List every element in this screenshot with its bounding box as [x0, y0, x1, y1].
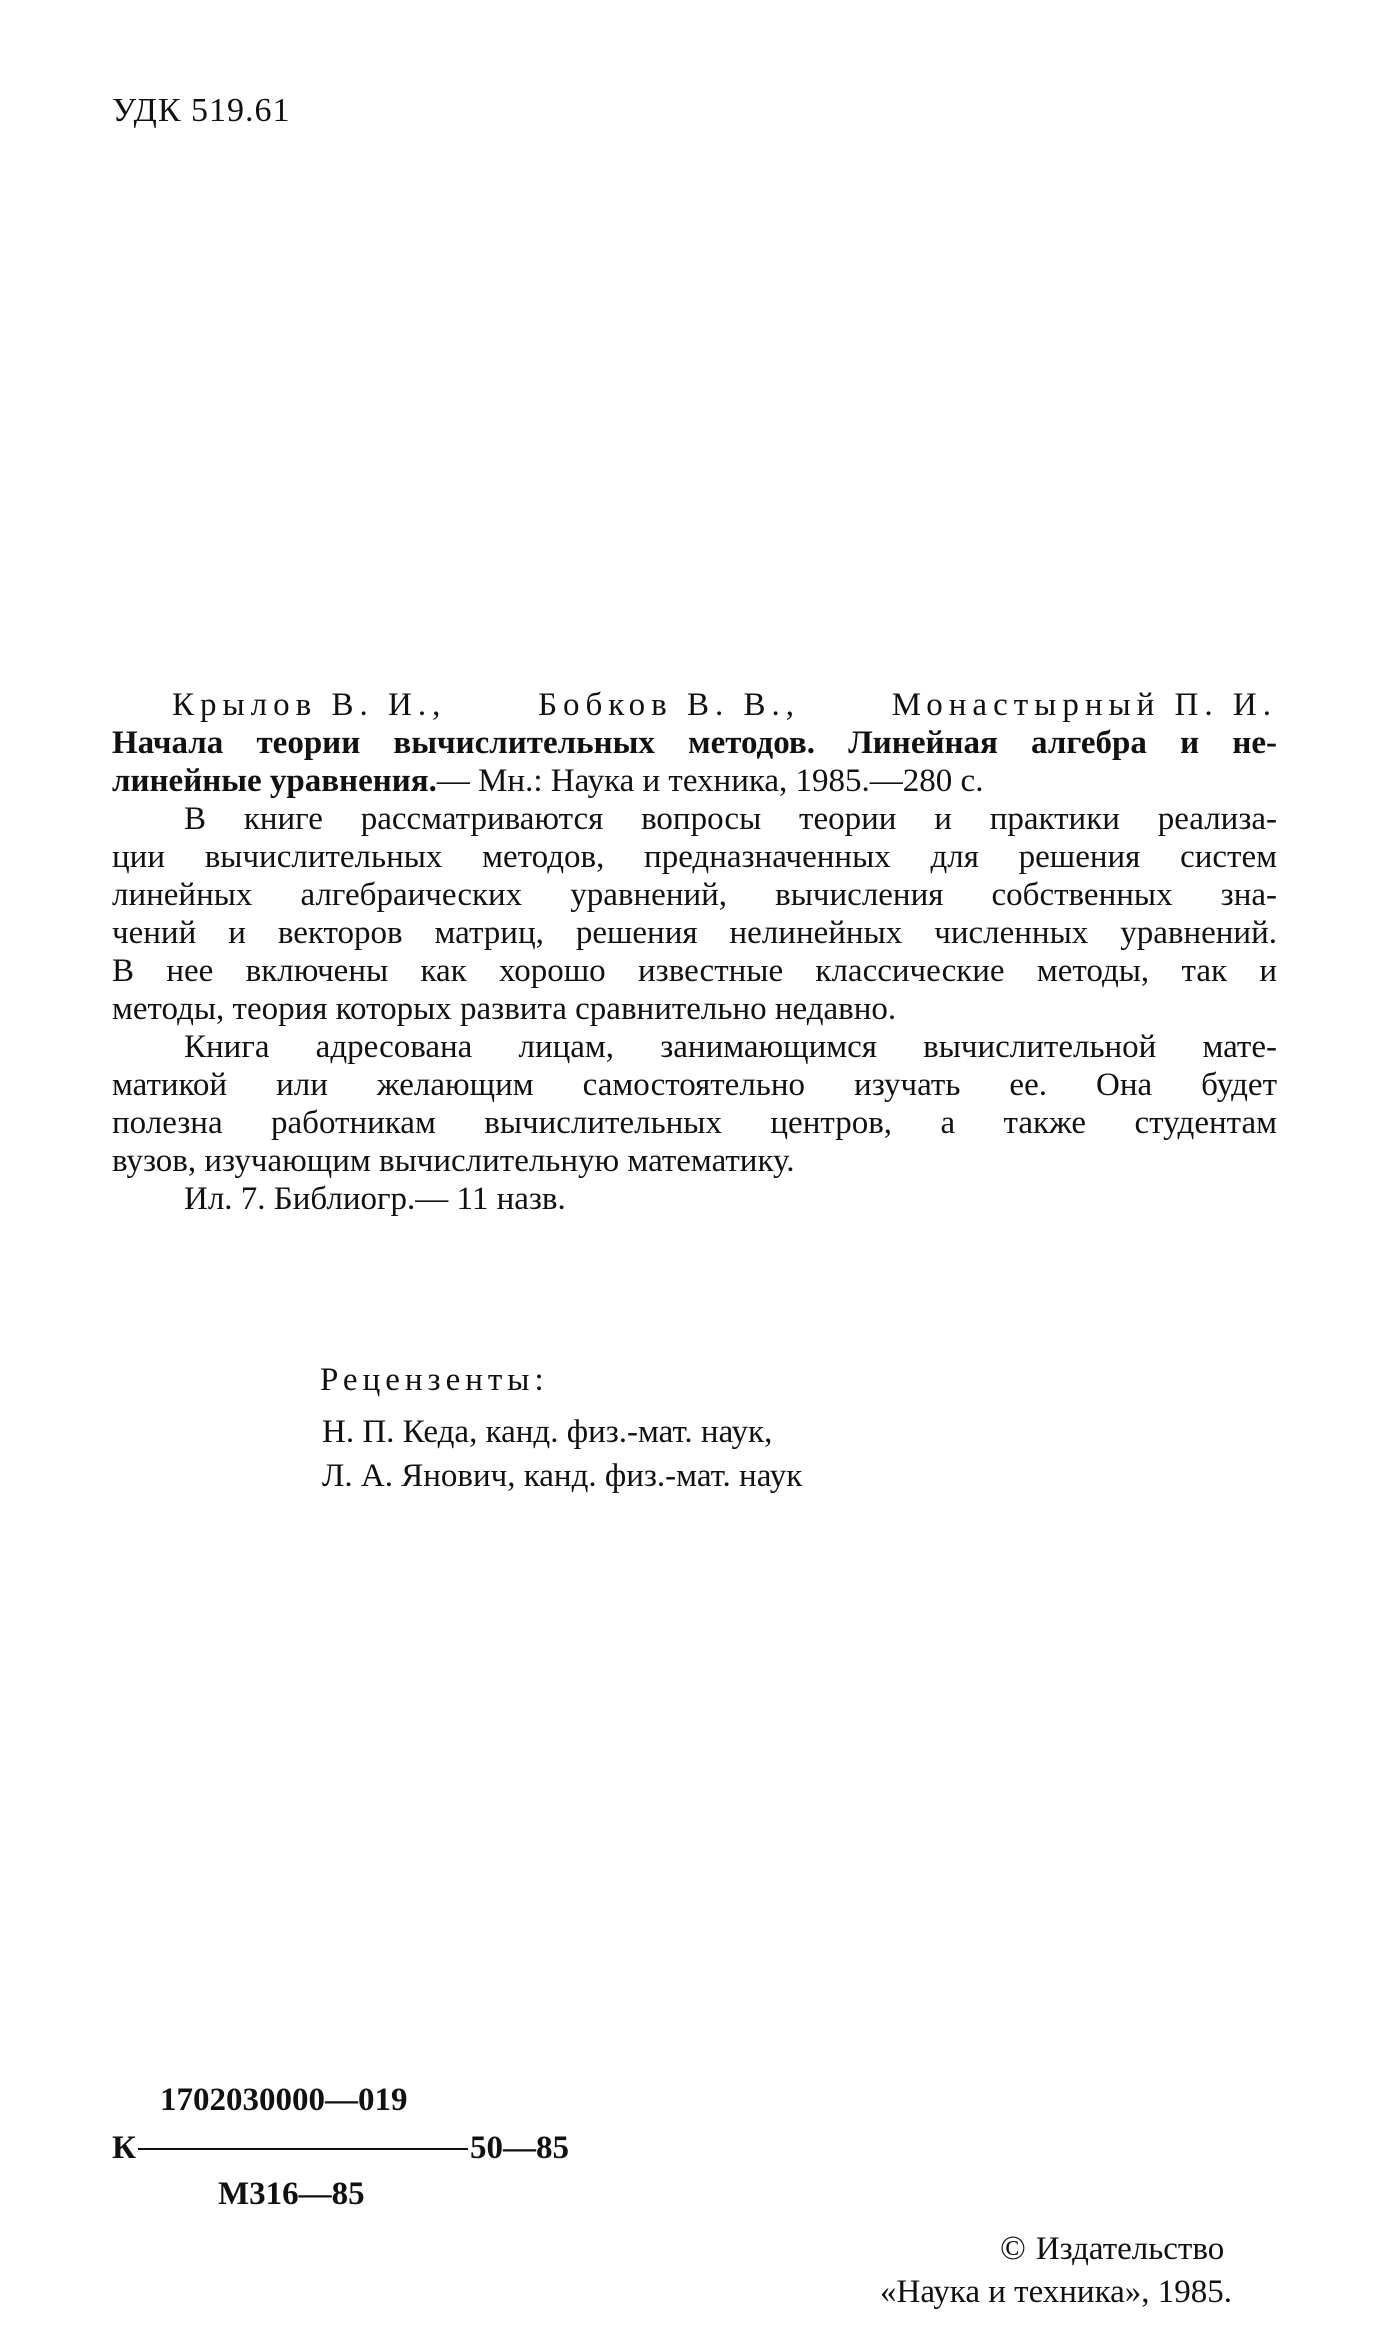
- author-1: Крылов В. И.,: [172, 687, 447, 723]
- copyright-line-1: [1000, 2230, 1224, 2268]
- author-2: Бобков В. В.,: [538, 687, 801, 723]
- catalog-code-bottom: М316—85: [218, 2176, 365, 2212]
- abstract-line: вузов, изучающим вычислительную математику.: [112, 1143, 795, 1179]
- illustrations-note: [112, 1180, 1277, 1218]
- catalog-code-fraction: [112, 2130, 569, 2167]
- reviewer-1: Н. П. Кеда, канд. физ.-мат. наук,: [322, 1414, 773, 1450]
- authors-line: [172, 686, 1277, 724]
- abstract-paragraph-1: [112, 800, 1277, 1028]
- abstract-line: полезна работникам вычислительных центров, а также студентам: [112, 1105, 1277, 1141]
- udk-code: УДК 519.61: [112, 92, 291, 129]
- abstract-line: ции вычислительных методов, предназначенных для решения систем: [112, 839, 1277, 875]
- fraction-rule: [138, 2148, 468, 2150]
- catalog-code-right: 50—85: [469, 2130, 569, 2166]
- illustrations-line: Ил. 7. Библиогр.— 11 назв.: [184, 1181, 566, 1217]
- copyright-line-2: «Наука и техника», 1985.: [880, 2274, 1233, 2310]
- abstract-line: матикой или желающим самостоятельно изучать ее. Она будет: [112, 1067, 1277, 1103]
- abstract-line: линейных алгебраических уравнений, вычисления собственных зна-: [112, 877, 1277, 913]
- book-title-line-1: Начала теории вычислительных методов. Линейная алгебра и не-: [112, 725, 1277, 761]
- bibliographic-record: [112, 686, 1277, 1218]
- catalog-code-top: 1702030000—019: [160, 2082, 408, 2118]
- copyright-icon: ©: [1000, 2230, 1026, 2267]
- abstract-line: чений и векторов матриц, решения нелинейных численных уравнений.: [112, 915, 1277, 951]
- abstract-line: В нее включены как хорошо известные классические методы, так и: [112, 953, 1277, 989]
- abstract-paragraph-2: [112, 1028, 1277, 1180]
- reviewer-2: Л. А. Янович, канд. физ.-мат. наук: [322, 1458, 803, 1494]
- abstract-line: В книге рассматриваются вопросы теории и практики реализа-: [184, 801, 1277, 837]
- catalog-code-left: К: [112, 2130, 136, 2166]
- abstract-line: методы, теория которых развита сравнительно недавно.: [112, 991, 897, 1027]
- publisher-label: Издательство: [1035, 2231, 1225, 2267]
- author-3: Монастырный П. И.: [891, 687, 1277, 723]
- book-title-line-2: [112, 762, 1277, 800]
- book-title-end: линейные уравнения.: [112, 763, 437, 799]
- publication-info: — Мн.: Наука и техника, 1985.—280 с.: [436, 763, 984, 799]
- abstract-line: Книга адресована лицам, занимающимся вычислительной мате-: [184, 1029, 1277, 1065]
- reviewers-heading: Рецензенты:: [320, 1362, 549, 1398]
